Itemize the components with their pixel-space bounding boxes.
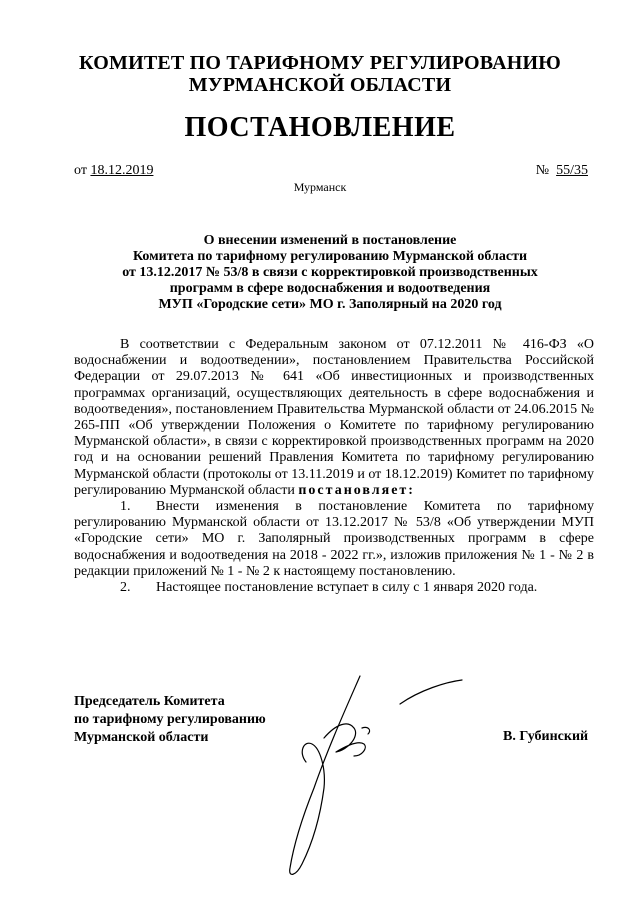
number-prefix: № xyxy=(535,163,550,178)
org-name-line1: КОМИТЕТ ПО ТАРИФНОМУ РЕГУЛИРОВАНИЮ xyxy=(79,52,561,74)
item-text: Настоящее постановление вступает в силу с 1 января 2020 года. xyxy=(156,580,538,596)
item-number: 2. xyxy=(120,580,131,596)
position-line: Председатель Комитета xyxy=(74,694,225,709)
date-value: 18.12.2019 xyxy=(90,163,154,178)
item-number: 1. xyxy=(120,499,131,515)
resolves-word: постановляет: xyxy=(298,482,415,498)
signatory-name: В. Губинский xyxy=(503,729,589,744)
document-date xyxy=(74,163,153,179)
preamble-paragraph xyxy=(74,337,594,499)
heading-line: от 13.12.2017 № 53/8 в связи с корректировкой производственных xyxy=(122,265,538,280)
item-paragraph-1 xyxy=(74,499,594,580)
heading-line: О внесении изменений в постановление xyxy=(203,233,457,248)
date-prefix: от xyxy=(74,163,87,178)
heading-line: Комитета по тарифному регулированию Мурманской области xyxy=(132,249,528,264)
number-value: 55/35 xyxy=(556,163,588,178)
heading-line: программ в сфере водоснабжения и водоотведения xyxy=(169,281,491,296)
heading-line: МУП «Городские сети» МО г. Заполярный на 2020 год xyxy=(158,297,502,312)
document-heading xyxy=(60,233,600,313)
org-name-line2: МУРМАНСКОЙ ОБЛАСТИ xyxy=(188,74,452,96)
document-number xyxy=(536,163,588,179)
item-text: Внести изменения в постановление Комитета по тарифному регулированию Мурманской области от 13.12.2017 № 53/8 «Об утверждении МУП «Городские сети» МО г. Заполярный производственных программ в сфере водоснабжения и водоотведения на 2018 - 2022 гг.», изложив приложения № 1 - № 2 в редакции приложений № 1 - № 2 к настоящему постановлению. xyxy=(74,499,594,579)
position-line: Мурманской области xyxy=(74,730,209,745)
handwritten-signature xyxy=(250,668,480,883)
item-paragraph-2 xyxy=(74,580,594,596)
document-body xyxy=(74,337,594,596)
preamble-text: В соответствии с Федеральным законом от 07.12.2011 № 416-ФЗ «О водоснабжении и водоотведении», постановлением Правительства Российской Федерации от 29.07.2013 № 641 «Об инвестиционных и производственных программах организаций, осуществляющих деятельность в сфере водоснабжения и водоотведения», постановлением Правительства Мурманской области от 24.06.2015 № 265-ПП «Об утверждении Положения о Комитете по тарифному регулированию Мурманской области», в связи с корректировкой производственных программ на 2020 год и на основании решений Правления Комитета по тарифному регулированию Мурманской области (протоколы от 13.11.2019 и от 18.12.2019) Комитет по тарифному регулированию Мурманской области xyxy=(74,337,594,498)
position-line: по тарифному регулированию xyxy=(74,712,266,727)
document-city: Мурманск xyxy=(293,180,347,194)
document-type-title: ПОСТАНОВЛЕНИЕ xyxy=(184,112,456,143)
signatory-position xyxy=(74,693,266,747)
